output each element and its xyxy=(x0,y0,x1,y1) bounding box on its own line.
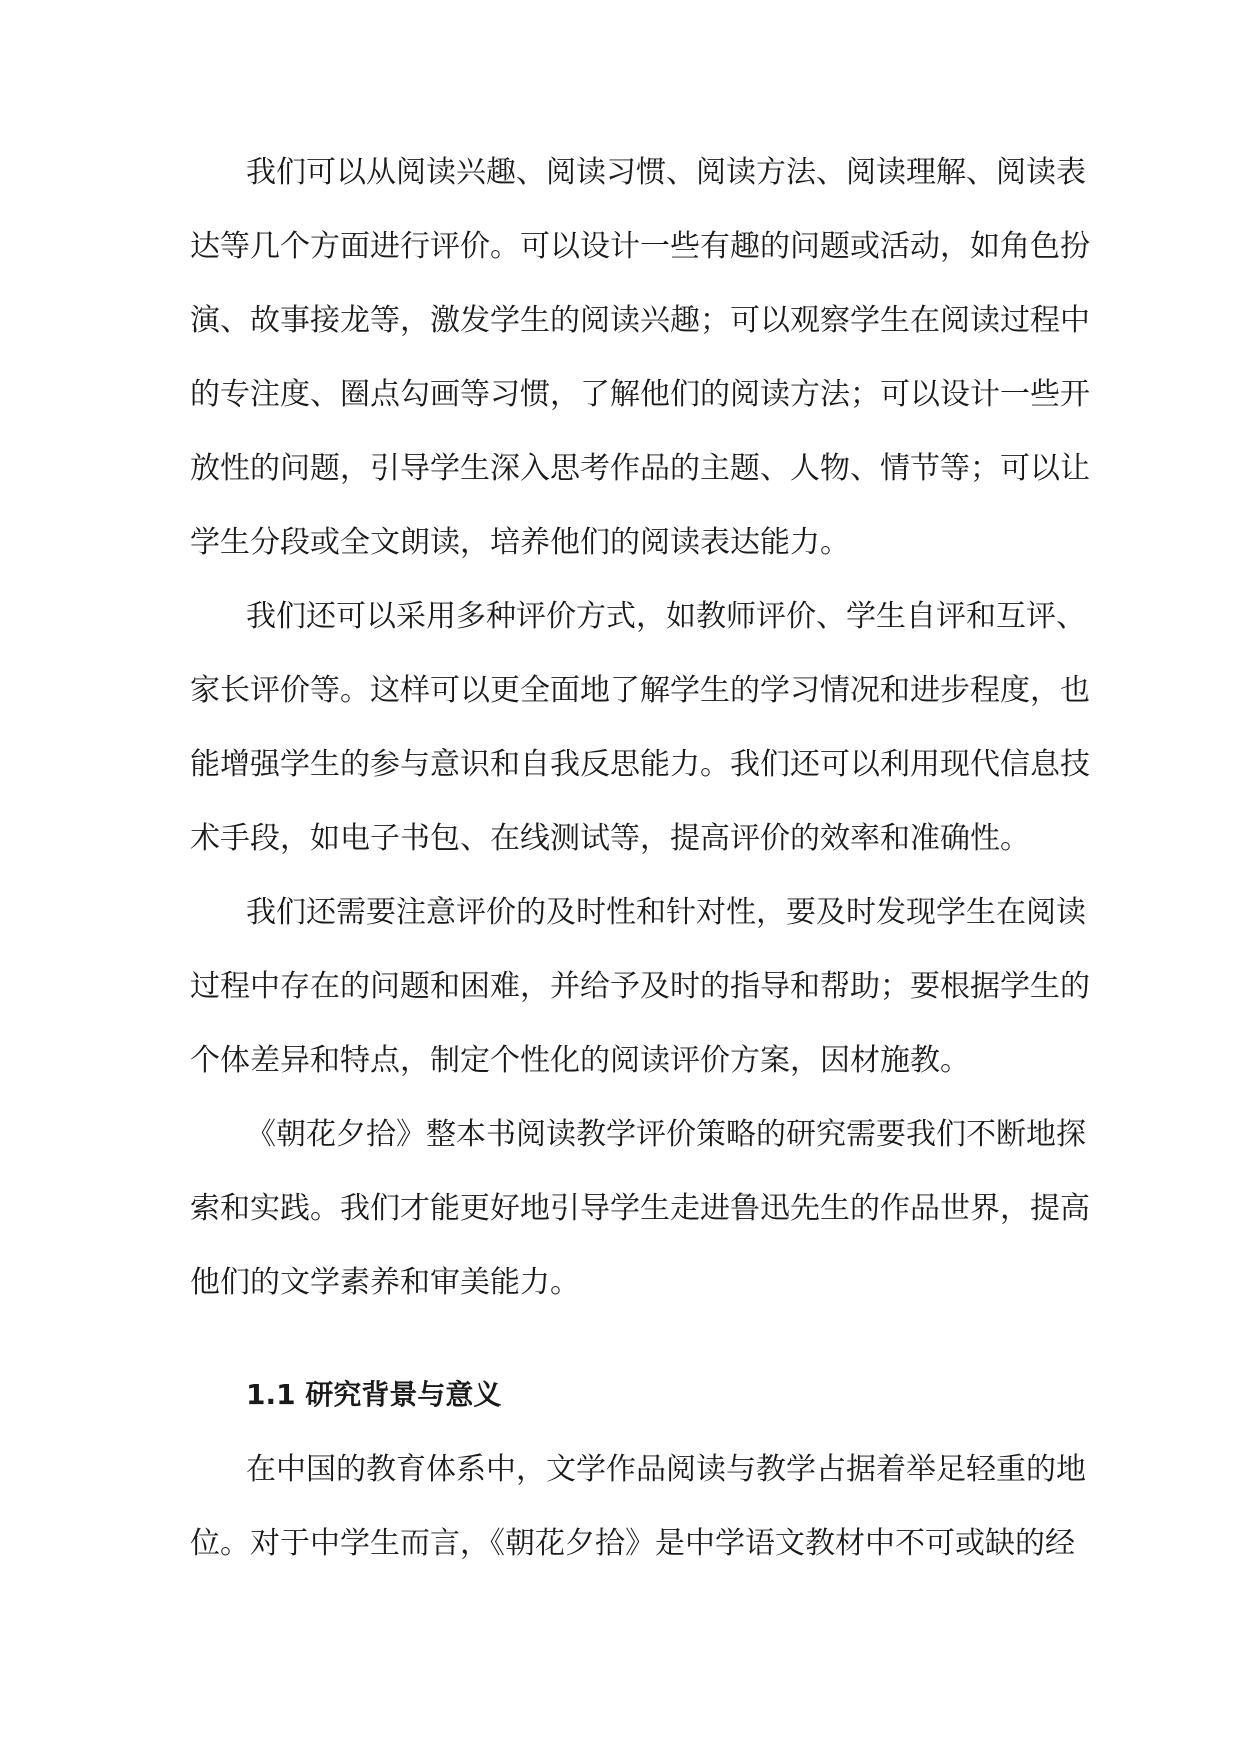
paragraph-2-line-4: 术手段，如电子书包、在线测试等，提高评价的效率和准确性。 xyxy=(190,821,1030,856)
paragraph-4-line-1: 《朝花夕拾》整本书阅读教学评价策略的研究需要我们不断地探 xyxy=(246,1117,1086,1152)
paragraph-1-line-4: 的专注度、圈点勾画等习惯，了解他们的阅读方法；可以设计一些开 xyxy=(190,377,1090,412)
paragraph-2-line-2: 家长评价等。这样可以更全面地了解学生的学习情况和进步程度，也 xyxy=(190,673,1090,708)
paragraph-1-line-1: 我们可以从阅读兴趣、阅读习惯、阅读方法、阅读理解、阅读表 xyxy=(246,155,1086,190)
paragraph-3-line-3: 个体差异和特点，制定个性化的阅读评价方案，因材施教。 xyxy=(190,1043,970,1078)
section-paragraph-line-1: 在中国的教育体系中，文学作品阅读与教学占据着举足轻重的地 xyxy=(246,1452,1086,1487)
paragraph-3-line-2: 过程中存在的问题和困难，并给予及时的指导和帮助；要根据学生的 xyxy=(190,969,1090,1004)
paragraph-3-line-1: 我们还需要注意评价的及时性和针对性，要及时发现学生在阅读 xyxy=(246,895,1086,930)
paragraph-4-line-2: 索和实践。我们才能更好地引导学生走进鲁迅先生的作品世界，提高 xyxy=(190,1191,1090,1226)
section-paragraph-line-2: 位。对于中学生而言，《朝花夕拾》是中学语文教材中不可或缺的经 xyxy=(190,1526,1075,1561)
paragraph-4-line-3: 他们的文学素养和审美能力。 xyxy=(190,1265,580,1300)
paragraph-1-line-3: 演、故事接龙等，激发学生的阅读兴趣；可以观察学生在阅读过程中 xyxy=(190,303,1090,338)
paragraph-2-line-1: 我们还可以采用多种评价方式，如教师评价、学生自评和互评、 xyxy=(246,599,1086,634)
paragraph-1-line-6: 学生分段或全文朗读，培养他们的阅读表达能力。 xyxy=(190,525,850,560)
section-heading: 1.1 研究背景与意义 xyxy=(246,1378,502,1411)
paragraph-2-line-3: 能增强学生的参与意识和自我反思能力。我们还可以利用现代信息技 xyxy=(190,747,1090,782)
paragraph-1-line-5: 放性的问题，引导学生深入思考作品的主题、人物、情节等；可以让 xyxy=(190,451,1090,486)
paragraph-1-line-2: 达等几个方面进行评价。可以设计一些有趣的问题或活动，如角色扮 xyxy=(190,229,1090,264)
